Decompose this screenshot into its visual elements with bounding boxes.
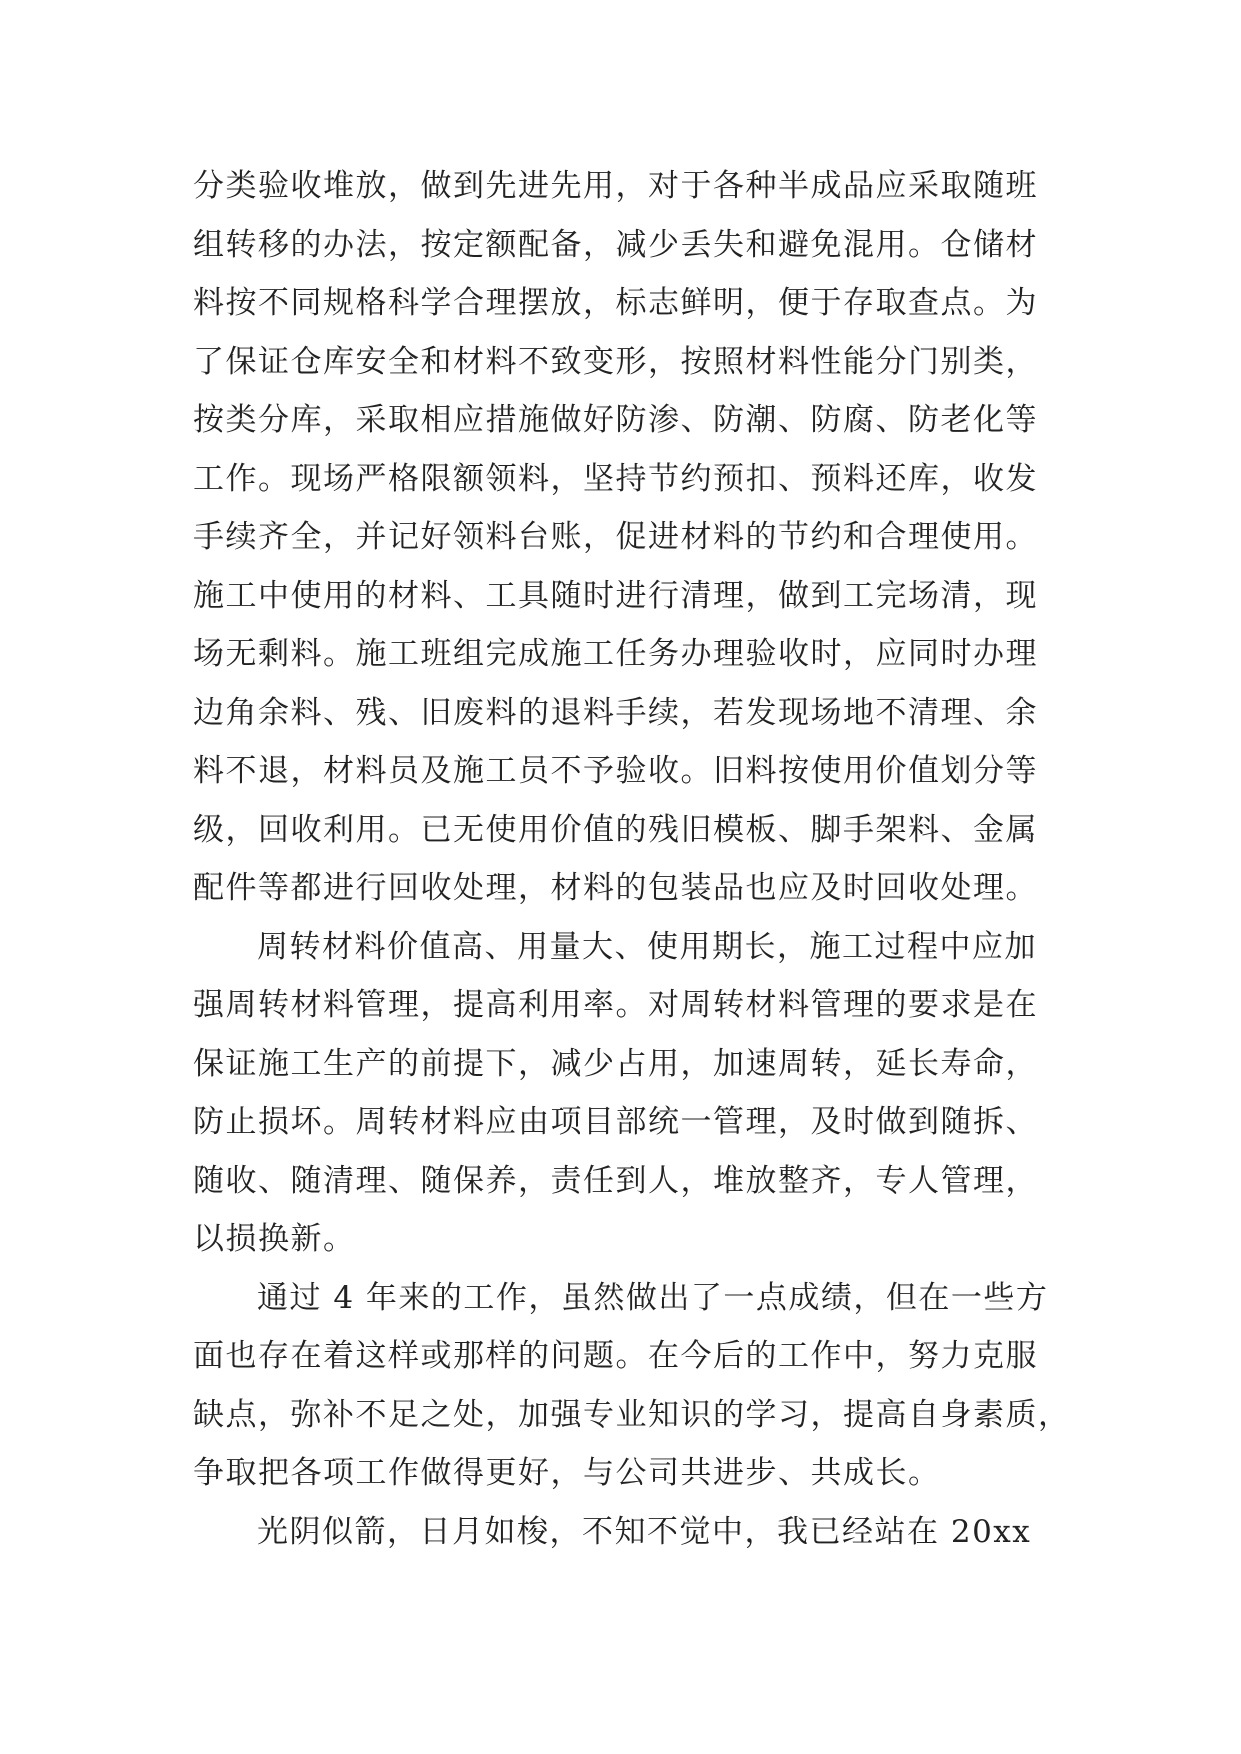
text-line: 分类验收堆放，做到先进先用，对于各种半成品应采取随班 [193, 168, 1038, 204]
text-line: 料按不同规格科学合理摆放，标志鲜明，便于存取查点。为 [193, 285, 1038, 321]
text-line: 缺点，弥补不足之处，加强专业知识的学习，提高自身素质， [193, 1396, 1071, 1433]
text-line: 面也存在着这样或那样的问题。在今后的工作中，努力克服 [193, 1338, 1038, 1374]
text-line: 以损换新。 [193, 1221, 356, 1257]
text-line: 场无剩料。施工班组完成施工任务办理验收时，应同时办理 [193, 636, 1038, 672]
text-line: 强周转材料管理，提高利用率。对周转材料管理的要求是在 [193, 987, 1038, 1023]
text-line: 光阴似箭，日月如梭，不知不觉中，我已经站在 20xx [257, 1513, 1032, 1550]
text-line: 边角余料、残、旧废料的退料手续，若发现场地不清理、余 [193, 694, 1038, 731]
text-line: 工作。现场严格限额领料，坚持节约预扣、预料还库，收发 [193, 460, 1038, 497]
text-line: 施工中使用的材料、工具随时进行清理，做到工完场清，现 [193, 577, 1038, 614]
text-line: 周转材料价值高、用量大、使用期长，施工过程中应加 [257, 928, 1037, 965]
text-line: 组转移的办法，按定额配备，减少丢失和避免混用。仓储材 [193, 226, 1038, 263]
text-line: 料不退，材料员及施工员不予验收。旧料按使用价值划分等 [193, 753, 1038, 789]
text-line: 手续齐全，并记好领料台账，促进材料的节约和合理使用。 [193, 519, 1038, 555]
document-body [193, 157, 1073, 1561]
text-line: 防止损坏。周转材料应由项目部统一管理，及时做到随拆、 [193, 1104, 1038, 1140]
text-line: 配件等都进行回收处理，材料的包装品也应及时回收处理。 [193, 870, 1038, 906]
text-line: 保证施工生产的前提下，减少占用，加速周转，延长寿命， [193, 1045, 1038, 1082]
text-line: 了保证仓库安全和材料不致变形，按照材料性能分门别类， [193, 343, 1038, 380]
text-line: 争取把各项工作做得更好，与公司共进步、共成长。 [193, 1455, 941, 1491]
text-line: 通过 4 年来的工作，虽然做出了一点成绩，但在一些方 [257, 1279, 1049, 1316]
text-line: 级，回收利用。已无使用价值的残旧模板、脚手架料、金属 [193, 811, 1038, 848]
text-line: 随收、随清理、随保养，责任到人，堆放整齐，专人管理， [193, 1162, 1038, 1199]
text-line: 按类分库，采取相应措施做好防渗、防潮、防腐、防老化等 [193, 402, 1038, 438]
